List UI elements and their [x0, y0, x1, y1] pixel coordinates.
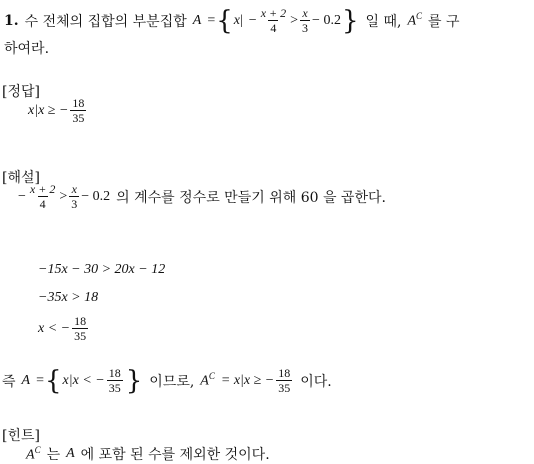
- fraction-denominator: 35: [74, 329, 87, 343]
- step3-lhs: x < −: [38, 320, 71, 336]
- problem-number: 1.: [4, 12, 19, 29]
- concl-mid: 이므로,: [149, 373, 195, 390]
- concl-prefix: 즉: [2, 373, 16, 390]
- concl-set: A: [21, 372, 31, 388]
- problem-eq: =: [207, 12, 216, 28]
- problem-set-name: A: [192, 12, 202, 28]
- problem-line-2: 하여라.: [4, 41, 50, 57]
- problem-line-1: [4, 6, 460, 35]
- expl-step-1: −15x − 30 > 20x − 12: [38, 262, 166, 277]
- fraction-numerator: x: [71, 182, 77, 196]
- concl-inner: x|x < −: [62, 372, 105, 388]
- fraction-denominator: 4: [39, 197, 46, 211]
- problem-gt: >: [290, 12, 299, 28]
- expl-fraction-1: [28, 182, 57, 211]
- problem-fraction-2: [300, 6, 310, 35]
- concl-complement: $A^C$: [200, 371, 215, 389]
- close-brace: }: [341, 5, 359, 36]
- problem-lead: 수 전체의 집합의 부분집합: [24, 13, 187, 30]
- answer-lhs: x|x ≥ −: [28, 102, 69, 118]
- problem-bar: |: [239, 12, 243, 28]
- expl-minus: −: [18, 188, 26, 204]
- problem-question: 를 구: [428, 13, 460, 30]
- problem-complement: $A^C$: [407, 11, 423, 29]
- hint-text: [26, 444, 270, 464]
- concl-fraction: [107, 366, 123, 395]
- problem-condition: 일 때,: [365, 13, 402, 30]
- fraction-denominator: 3: [71, 197, 78, 211]
- open-brace: {: [216, 5, 233, 36]
- fraction-numerator: x + 2: [260, 6, 287, 20]
- hint-text-b: 에 포함 된 수를 제외한 것이다.: [80, 447, 270, 463]
- fraction-numerator: 18: [278, 366, 291, 380]
- answer-label: [정답]: [2, 84, 40, 100]
- expl-text: 의 계수를 정수로 만들기 위해 60 을 곱한다.: [116, 189, 386, 206]
- fraction-numerator: x: [302, 6, 308, 20]
- problem-minus: −: [248, 12, 257, 28]
- problem-tail: − 0.2: [312, 12, 341, 28]
- fraction-numerator: 18: [108, 366, 121, 380]
- fraction-denominator: 3: [302, 21, 309, 35]
- expl-step-2: −35x > 18: [38, 290, 99, 305]
- expl-fraction-2: [69, 182, 79, 211]
- hint-label: [힌트]: [2, 428, 40, 444]
- problem-fraction-1: [259, 6, 288, 35]
- expl-step-3: [38, 314, 90, 343]
- fraction-denominator: 35: [72, 111, 85, 125]
- concl-end: 이다.: [300, 373, 332, 390]
- fraction-numerator: 18: [74, 314, 87, 328]
- fraction-denominator: 35: [278, 381, 291, 395]
- explanation-label: [해설]: [2, 170, 40, 186]
- explanation-conclusion: [2, 366, 332, 395]
- concl-rhs: = x|x ≥ −: [220, 372, 275, 388]
- hint-set: A: [66, 446, 75, 461]
- concl-eq: =: [36, 372, 44, 388]
- concl-rhs-fraction: [276, 366, 292, 395]
- fraction-denominator: 4: [270, 21, 277, 35]
- fraction-numerator: 18: [72, 96, 85, 110]
- hint-complement: $A^C$: [26, 444, 41, 463]
- expl-gt: >: [59, 188, 68, 204]
- close-brace: }: [125, 365, 143, 396]
- problem-set-var: x: [233, 12, 240, 28]
- explanation-line-1: [18, 182, 386, 211]
- fraction-numerator: x + 2: [29, 182, 56, 196]
- step3-fraction: [72, 314, 88, 343]
- hint-text-a: 는: [46, 447, 61, 463]
- answer-expression: [28, 96, 88, 125]
- answer-fraction: [70, 96, 86, 125]
- expl-tail: − 0.2: [81, 188, 111, 204]
- open-brace: {: [45, 365, 62, 396]
- fraction-denominator: 35: [108, 381, 121, 395]
